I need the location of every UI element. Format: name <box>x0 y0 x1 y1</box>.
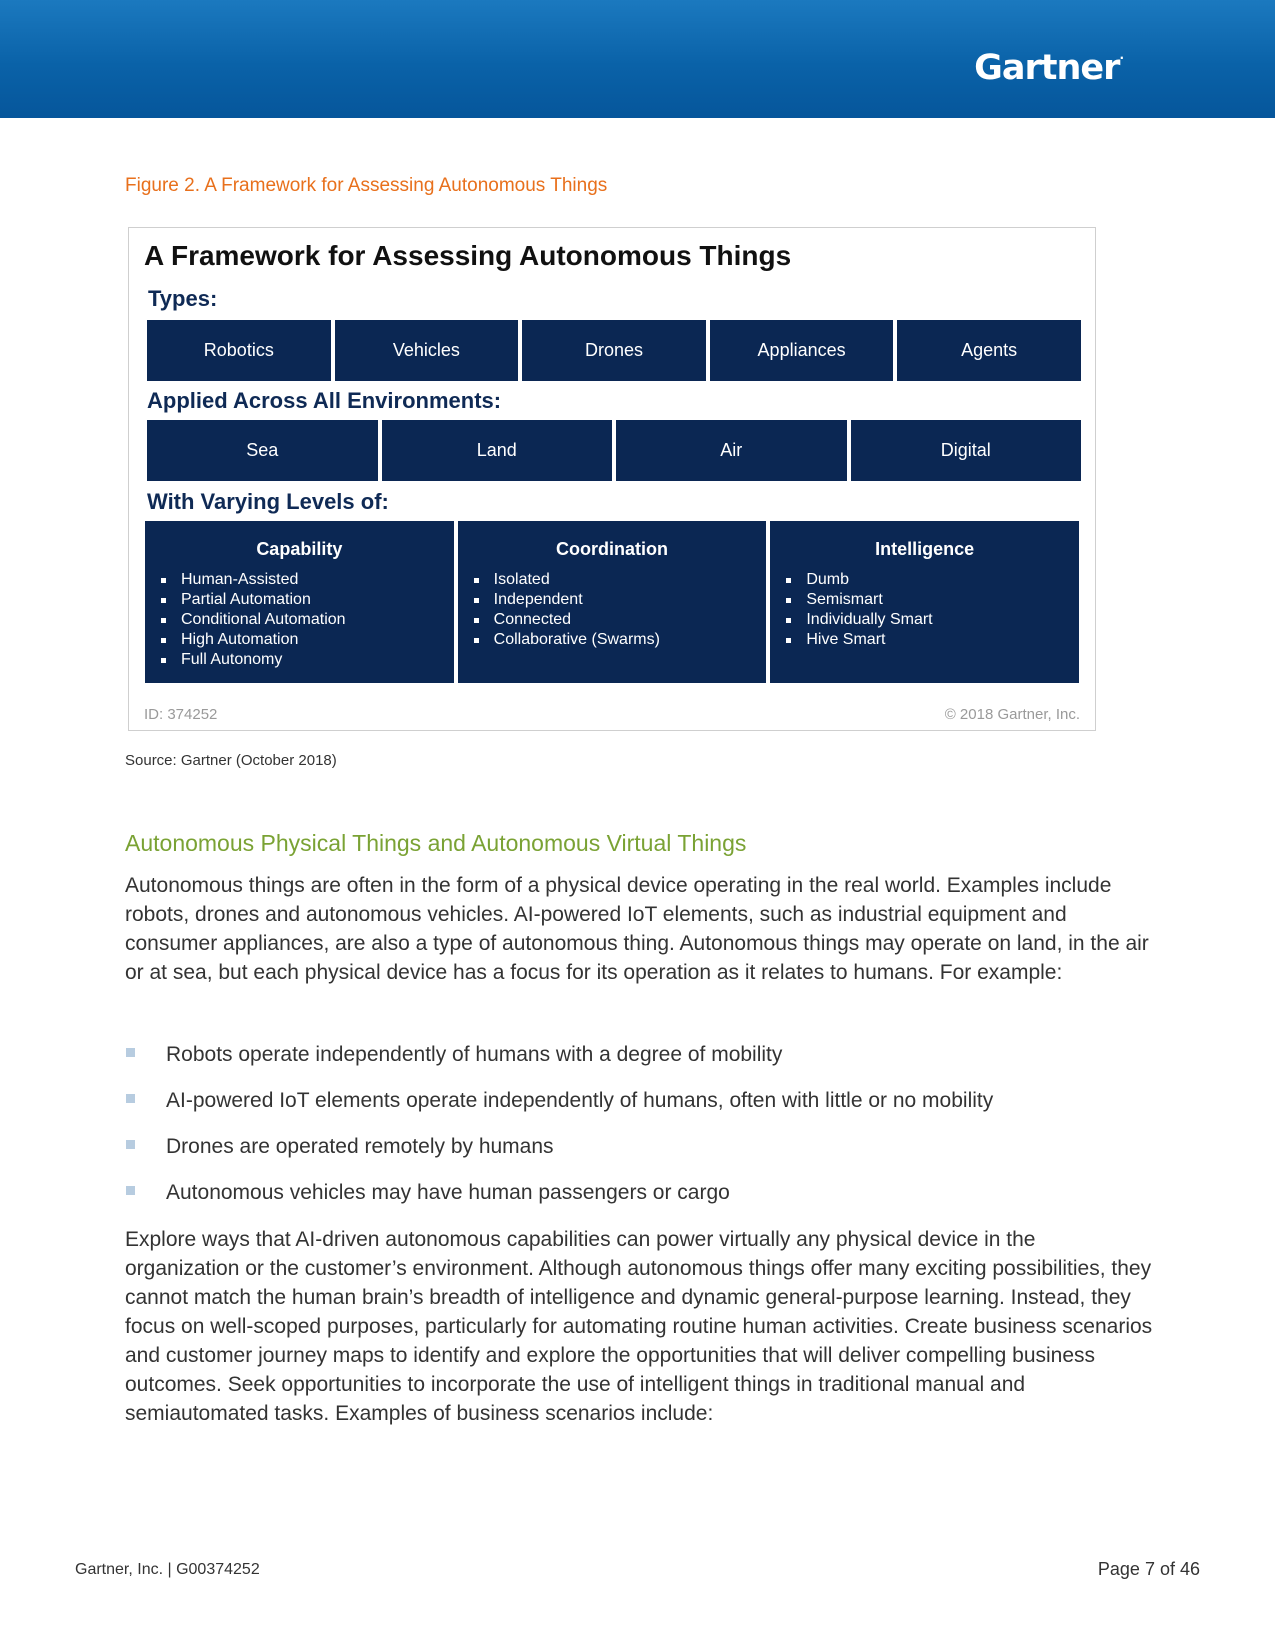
bullet-icon <box>161 578 166 583</box>
square-bullet-icon <box>126 1048 135 1057</box>
environment-cell: Land <box>382 420 613 481</box>
list-item: Partial Automation <box>161 590 454 610</box>
list-item: Robots operate independently of humans with a degree of mobility <box>125 1040 1155 1086</box>
environments-label: Applied Across All Environments: <box>147 388 502 413</box>
list-item: Conditional Automation <box>161 610 454 630</box>
bullet-icon <box>786 638 791 643</box>
level-list <box>458 570 767 650</box>
framework-figure <box>128 227 1096 731</box>
list-item: Hive Smart <box>786 630 1079 650</box>
level-intelligence <box>770 521 1079 683</box>
body-paragraph: Explore ways that AI-driven autonomous capabilities can power virtually any physical device in the organization or the customer’s environment. Although autonomous things offer many exciting possibilities, they cannot match the human brain’s breadth of intelligence and dynamic general-purpose learning. Instead, they focus on well-scoped purposes, particularly for automating routine human activities. Create business scenarios and customer journey maps to identify and explore the opportunities that will deliver compelling business outcomes. Seek opportunities to incorporate the use of intelligent things in traditional manual and semiautomated tasks. Examples of business scenarios include: <box>125 1228 1153 1425</box>
list-item: Connected <box>474 610 767 630</box>
body-paragraph: Autonomous things are often in the form of a physical device operating in the real world. Examples include robots, drones and autonomous vehicles. AI-powered IoT elements, such as industrial equipment and consumer appliances, are also a type of autonomous thing. Autonomous things may operate on land, in the air or at sea, but each physical device has a focus for its operation as it relates to humans. For example: <box>125 874 1149 984</box>
environments-row <box>147 420 1081 481</box>
environment-cell: Sea <box>147 420 378 481</box>
bullet-icon <box>161 598 166 603</box>
bullet-icon <box>786 598 791 603</box>
bullet-icon <box>474 578 479 583</box>
figure-copyright: © 2018 Gartner, Inc. <box>944 706 1080 723</box>
bullet-icon <box>474 598 479 603</box>
list-item: High Automation <box>161 630 454 650</box>
gartner-logo: Gartner. <box>974 48 1123 88</box>
level-coordination <box>458 521 767 683</box>
list-item: Isolated <box>474 570 767 590</box>
types-row <box>147 320 1081 381</box>
list-item: Collaborative (Swarms) <box>474 630 767 650</box>
list-item: Semismart <box>786 590 1079 610</box>
list-item: Autonomous vehicles may have human passengers or cargo <box>125 1178 1155 1224</box>
level-list <box>770 570 1079 650</box>
figure-id: ID: 374252 <box>144 706 218 723</box>
level-capability <box>145 521 454 683</box>
square-bullet-icon <box>126 1094 135 1103</box>
list-item: Full Autonomy <box>161 650 454 670</box>
square-bullet-icon <box>126 1186 135 1195</box>
square-bullet-icon <box>126 1140 135 1149</box>
bullet-icon <box>474 618 479 623</box>
type-cell: Vehicles <box>335 320 519 381</box>
page-number: Page 7 of 46 <box>1097 1559 1200 1579</box>
list-item: Human-Assisted <box>161 570 454 590</box>
types-label: Types: <box>148 286 218 311</box>
environment-cell: Digital <box>851 420 1082 481</box>
level-title: Coordination <box>556 539 668 559</box>
type-cell: Drones <box>522 320 706 381</box>
levels-label: With Varying Levels of: <box>147 489 389 514</box>
list-item: Independent <box>474 590 767 610</box>
figure-caption: Figure 2. A Framework for Assessing Autonomous Things <box>125 175 608 196</box>
list-item: Individually Smart <box>786 610 1079 630</box>
bullet-icon <box>161 638 166 643</box>
bullet-icon <box>474 638 479 643</box>
page-header <box>0 0 1275 118</box>
type-cell: Appliances <box>710 320 894 381</box>
bullet-icon <box>786 618 791 623</box>
level-list <box>145 570 454 670</box>
bullet-list <box>125 1040 1155 1224</box>
figure-title: A Framework for Assessing Autonomous Things <box>144 240 792 271</box>
bullet-icon <box>786 578 791 583</box>
figure-source: Source: Gartner (October 2018) <box>125 752 337 769</box>
levels-row <box>145 521 1079 683</box>
list-item: AI-powered IoT elements operate independently of humans, often with little or no mobility <box>125 1086 1155 1132</box>
level-title: Capability <box>256 539 343 559</box>
list-item: Dumb <box>786 570 1079 590</box>
level-title: Intelligence <box>875 539 975 559</box>
footer-document-id: Gartner, Inc. | G00374252 <box>75 1561 260 1578</box>
bullet-icon <box>161 618 166 623</box>
type-cell: Agents <box>897 320 1081 381</box>
type-cell: Robotics <box>147 320 331 381</box>
bullet-icon <box>161 658 166 663</box>
list-item: Drones are operated remotely by humans <box>125 1132 1155 1178</box>
section-heading: Autonomous Physical Things and Autonomous Virtual Things <box>125 830 747 856</box>
environment-cell: Air <box>616 420 847 481</box>
